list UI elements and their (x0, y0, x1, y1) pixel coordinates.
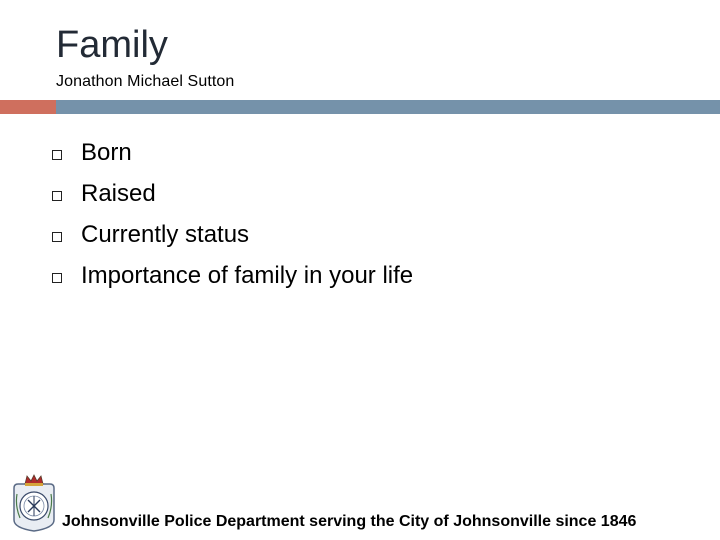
bullet-text: Importance of family in your life (81, 261, 414, 289)
divider-bar (56, 100, 708, 114)
slide-subtitle: Jonathon Michael Sutton (56, 73, 235, 90)
square-bullet-icon (52, 273, 62, 283)
bullet-text: Currently status (81, 220, 250, 248)
police-seal-icon (10, 474, 58, 532)
bullet-list (52, 132, 413, 296)
bullet-item (52, 214, 413, 255)
bullet-text: Raised (81, 179, 156, 207)
slide-title: Family (56, 24, 168, 66)
bullet-text: Born (81, 138, 132, 166)
bullet-item (52, 173, 413, 214)
square-bullet-icon (52, 232, 62, 242)
accent-bar (0, 100, 56, 114)
square-bullet-icon (52, 191, 62, 201)
bullet-item (52, 255, 413, 296)
footer-text: Johnsonville Police Department serving the City of Johnsonville since 1846 (62, 513, 637, 530)
square-bullet-icon (52, 150, 62, 160)
bullet-item (52, 132, 413, 173)
divider-bar-end (708, 100, 720, 114)
